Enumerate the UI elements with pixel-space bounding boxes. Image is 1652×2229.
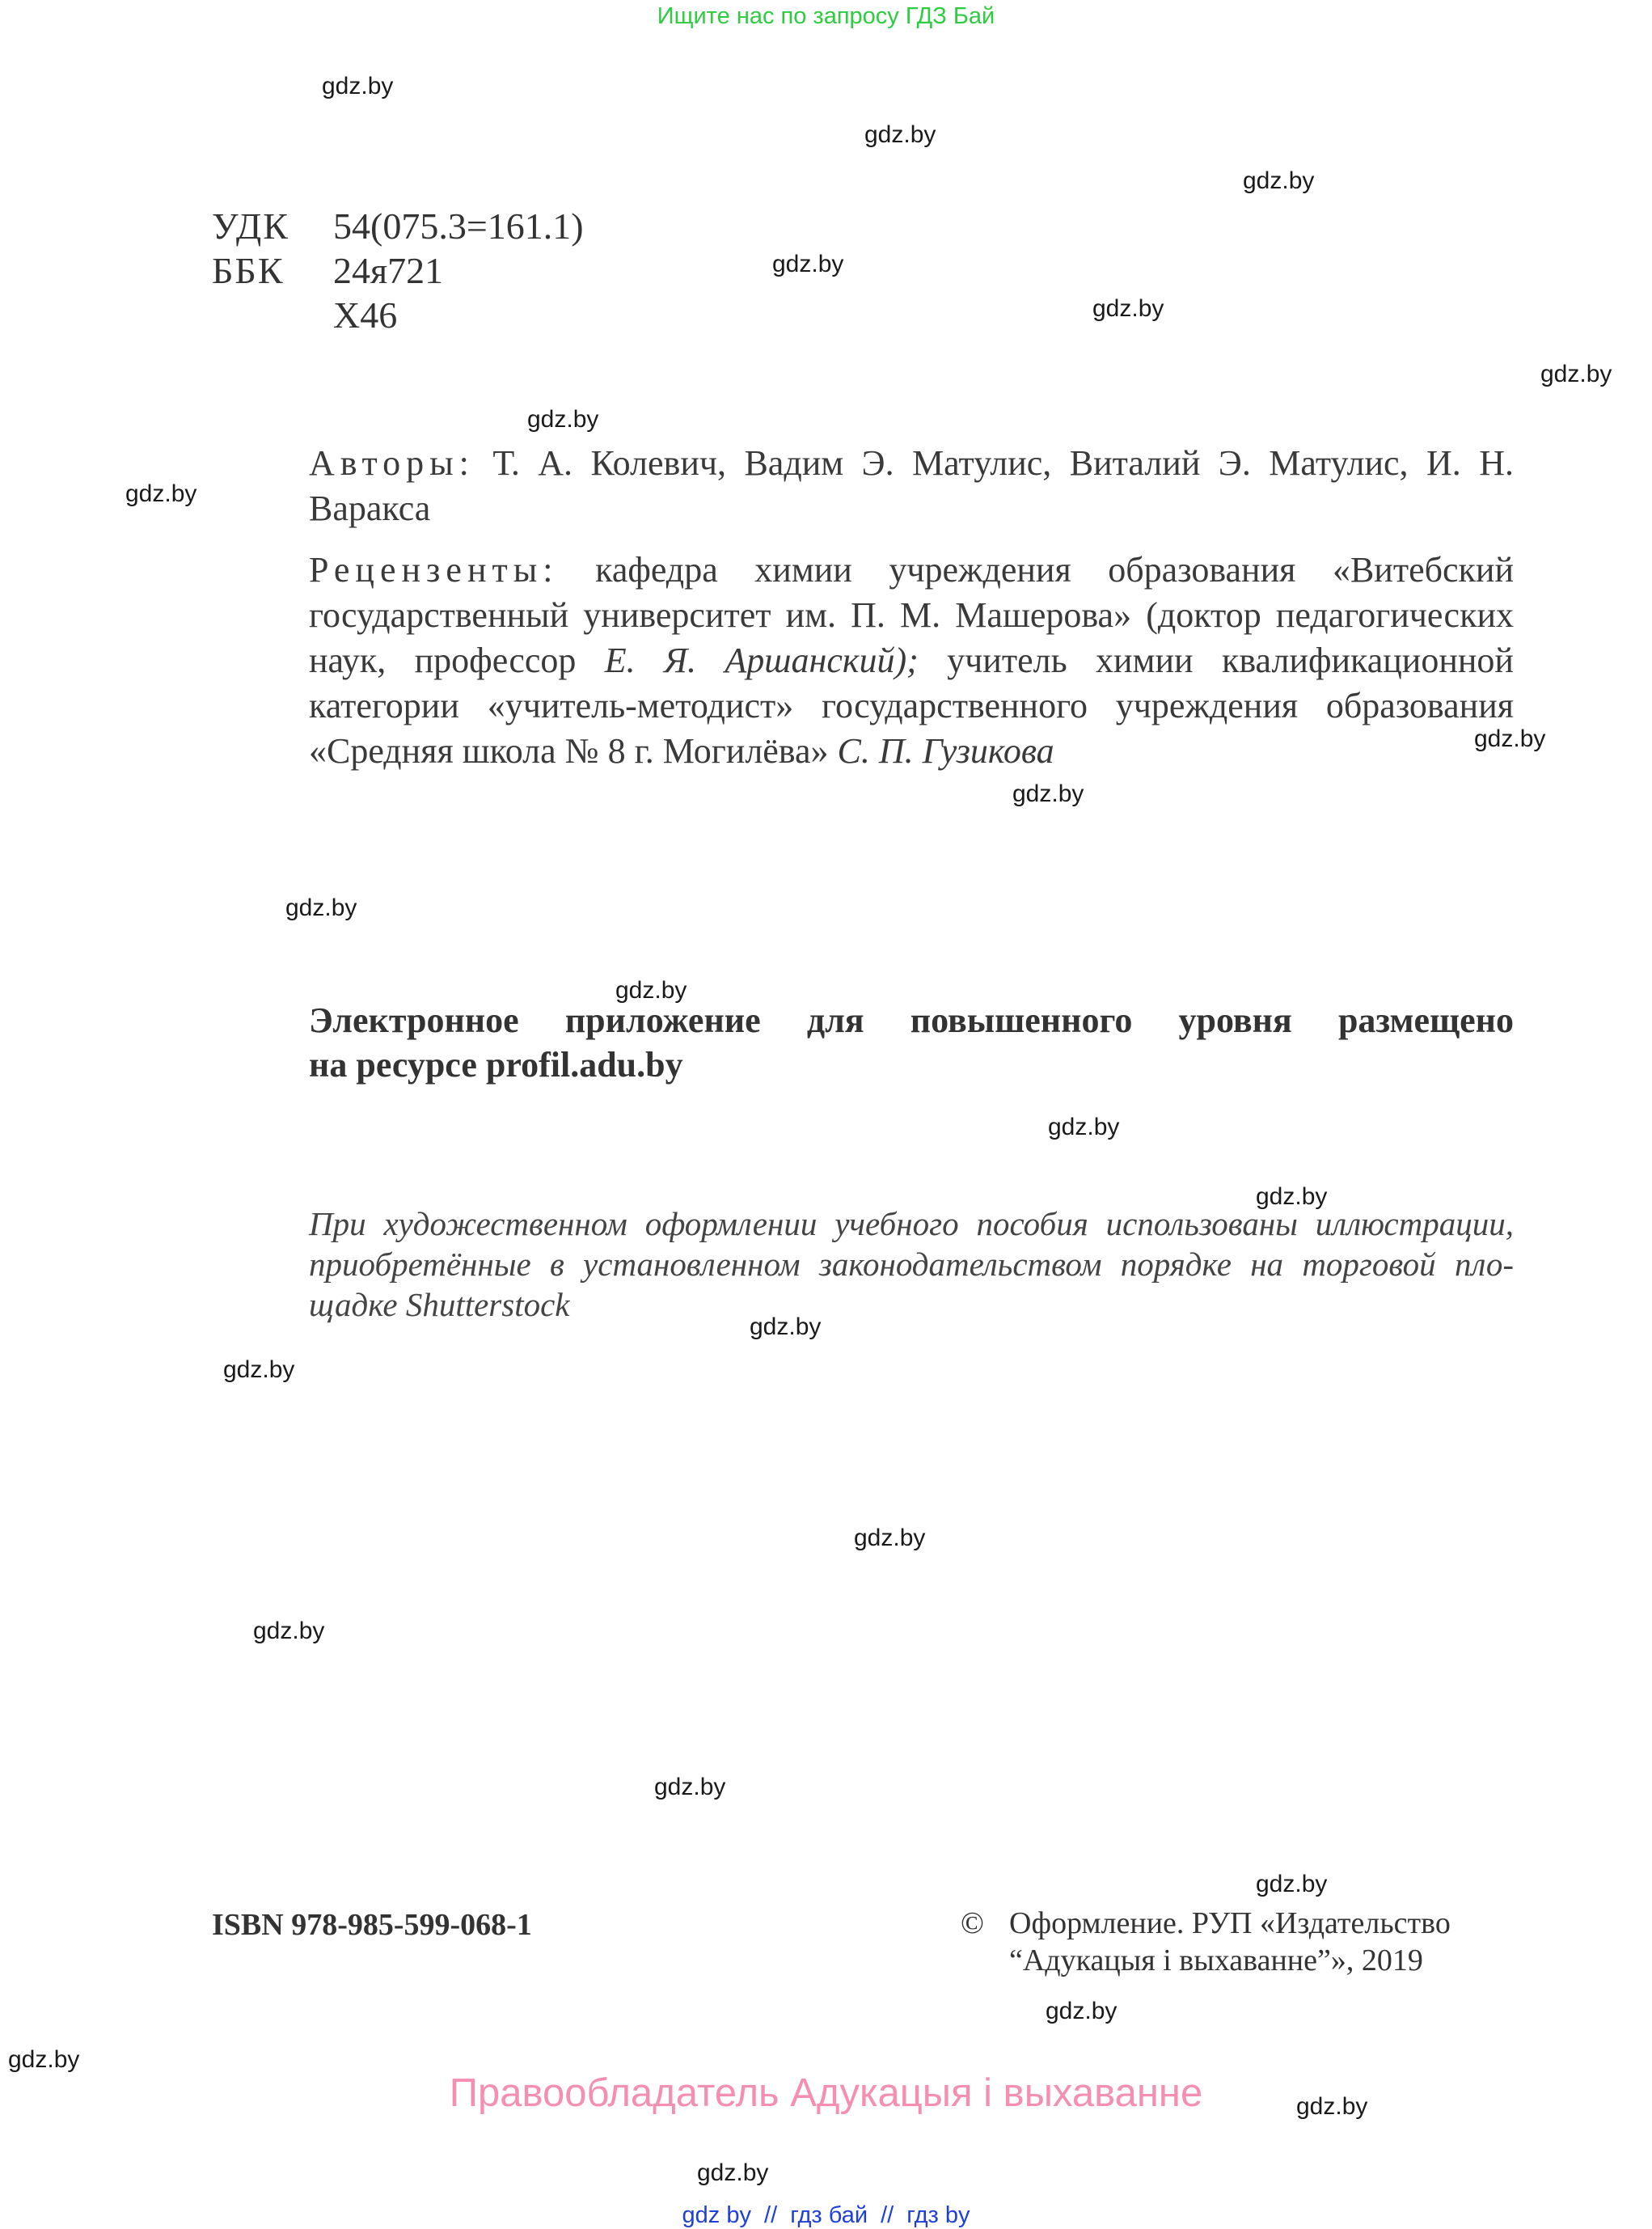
author-mark-code: Х46: [333, 294, 398, 336]
watermark: gdz.by: [1540, 361, 1612, 387]
bbk-value: 24я721: [333, 250, 444, 291]
bottom-links: [0, 2202, 1652, 2229]
reviewer-name-2: С. П. Гузикова: [837, 731, 1054, 771]
watermark: gdz.by: [8, 2046, 80, 2073]
watermark: gdz.by: [772, 251, 844, 277]
watermark: gdz.by: [615, 977, 687, 1004]
reviewers-text-2: учитель химии квалификационной категории «учитель-методист» государственного учреждения образования «Средняя школа № 8 г. Могилёва»: [309, 641, 1514, 771]
isbn: ISBN 978-985-599-068-1: [212, 1908, 532, 1942]
watermark: gdz.by: [322, 73, 394, 99]
bbk-label: ББК: [212, 250, 285, 291]
watermark: gdz.by: [1243, 167, 1315, 194]
bottom-link-gdz-bai[interactable]: гдз бай: [790, 2202, 868, 2228]
rights-holder: Правообладатель Адукацыя і выхаванне: [449, 2071, 1203, 2115]
watermark: gdz.by: [750, 1313, 822, 1340]
copyright-symbol: ©: [961, 1906, 984, 1940]
authors-names: Т. А. Колевич, Вадим Э. Матулис, Виталий Э. Матулис, И. Н. Варакса: [309, 443, 1515, 528]
electronic-note-line-1: Электронное приложение для повышенного уровня размещено: [309, 1000, 1514, 1040]
reviewers-paragraph: [309, 548, 1514, 774]
art-note-line-2: приобретённые в установленном законодательством порядке на торговой пло-: [309, 1246, 1514, 1283]
bottom-link-gdz-by[interactable]: gdz by: [682, 2202, 751, 2228]
watermark: gdz.by: [1474, 725, 1546, 752]
top-banner: Ищите нас по запросу ГДЗ Бай: [657, 3, 995, 29]
art-note-line-1: При художественном оформлении учебного пособия использованы иллюстрации,: [309, 1205, 1514, 1242]
watermark: gdz.by: [1012, 780, 1084, 807]
reviewers-text-1: кафедра химии учреждения образования «Витебский государственный университет им. П. М. Машерова» (доктор педагогических наук, профессор: [309, 550, 1515, 680]
electronic-note-line-2: на ресурсе profil.adu.by: [309, 1045, 683, 1085]
authors-paragraph: [309, 441, 1514, 531]
udk-label: УДК: [212, 205, 289, 247]
watermark: gdz.by: [527, 406, 599, 433]
illustrations-note: [309, 1203, 1514, 1325]
bottom-link-gdz-by-cyr[interactable]: гдз by: [906, 2202, 970, 2228]
watermark: gdz.by: [285, 895, 357, 921]
watermark: gdz.by: [223, 1356, 295, 1383]
watermark: gdz.by: [1256, 1871, 1328, 1897]
reviewer-name-1: Е. Я. Аршанский);: [604, 641, 919, 680]
watermark: gdz.by: [1256, 1183, 1328, 1210]
copyright-block: [961, 1905, 1451, 1979]
watermark: gdz.by: [864, 121, 936, 148]
reviewers-label: Рецензенты:: [309, 550, 559, 590]
watermark: gdz.by: [854, 1525, 926, 1551]
watermark: gdz.by: [1048, 1114, 1120, 1140]
watermark: gdz.by: [654, 1774, 726, 1800]
watermark: gdz.by: [253, 1618, 325, 1644]
watermark: gdz.by: [1092, 295, 1164, 322]
watermark: gdz.by: [697, 2159, 769, 2186]
bottom-link-separator: //: [764, 2202, 778, 2228]
bottom-link-separator: //: [881, 2202, 894, 2228]
watermark: gdz.by: [1296, 2093, 1368, 2120]
watermark: gdz.by: [1046, 1998, 1118, 2024]
udk-value: 54(075.3=161.1): [333, 205, 584, 247]
electronic-appendix-note: [309, 998, 1514, 1087]
art-note-line-3: щадке Shutterstock: [309, 1286, 570, 1323]
watermark: gdz.by: [125, 480, 197, 507]
classification-block: [212, 204, 584, 337]
authors-label: Авторы:: [309, 443, 475, 483]
copyright-line-2: “Адукацыя і выхаванне”», 2019: [1009, 1944, 1423, 1977]
copyright-line-1: Оформление. РУП «Издательство: [1009, 1906, 1451, 1940]
